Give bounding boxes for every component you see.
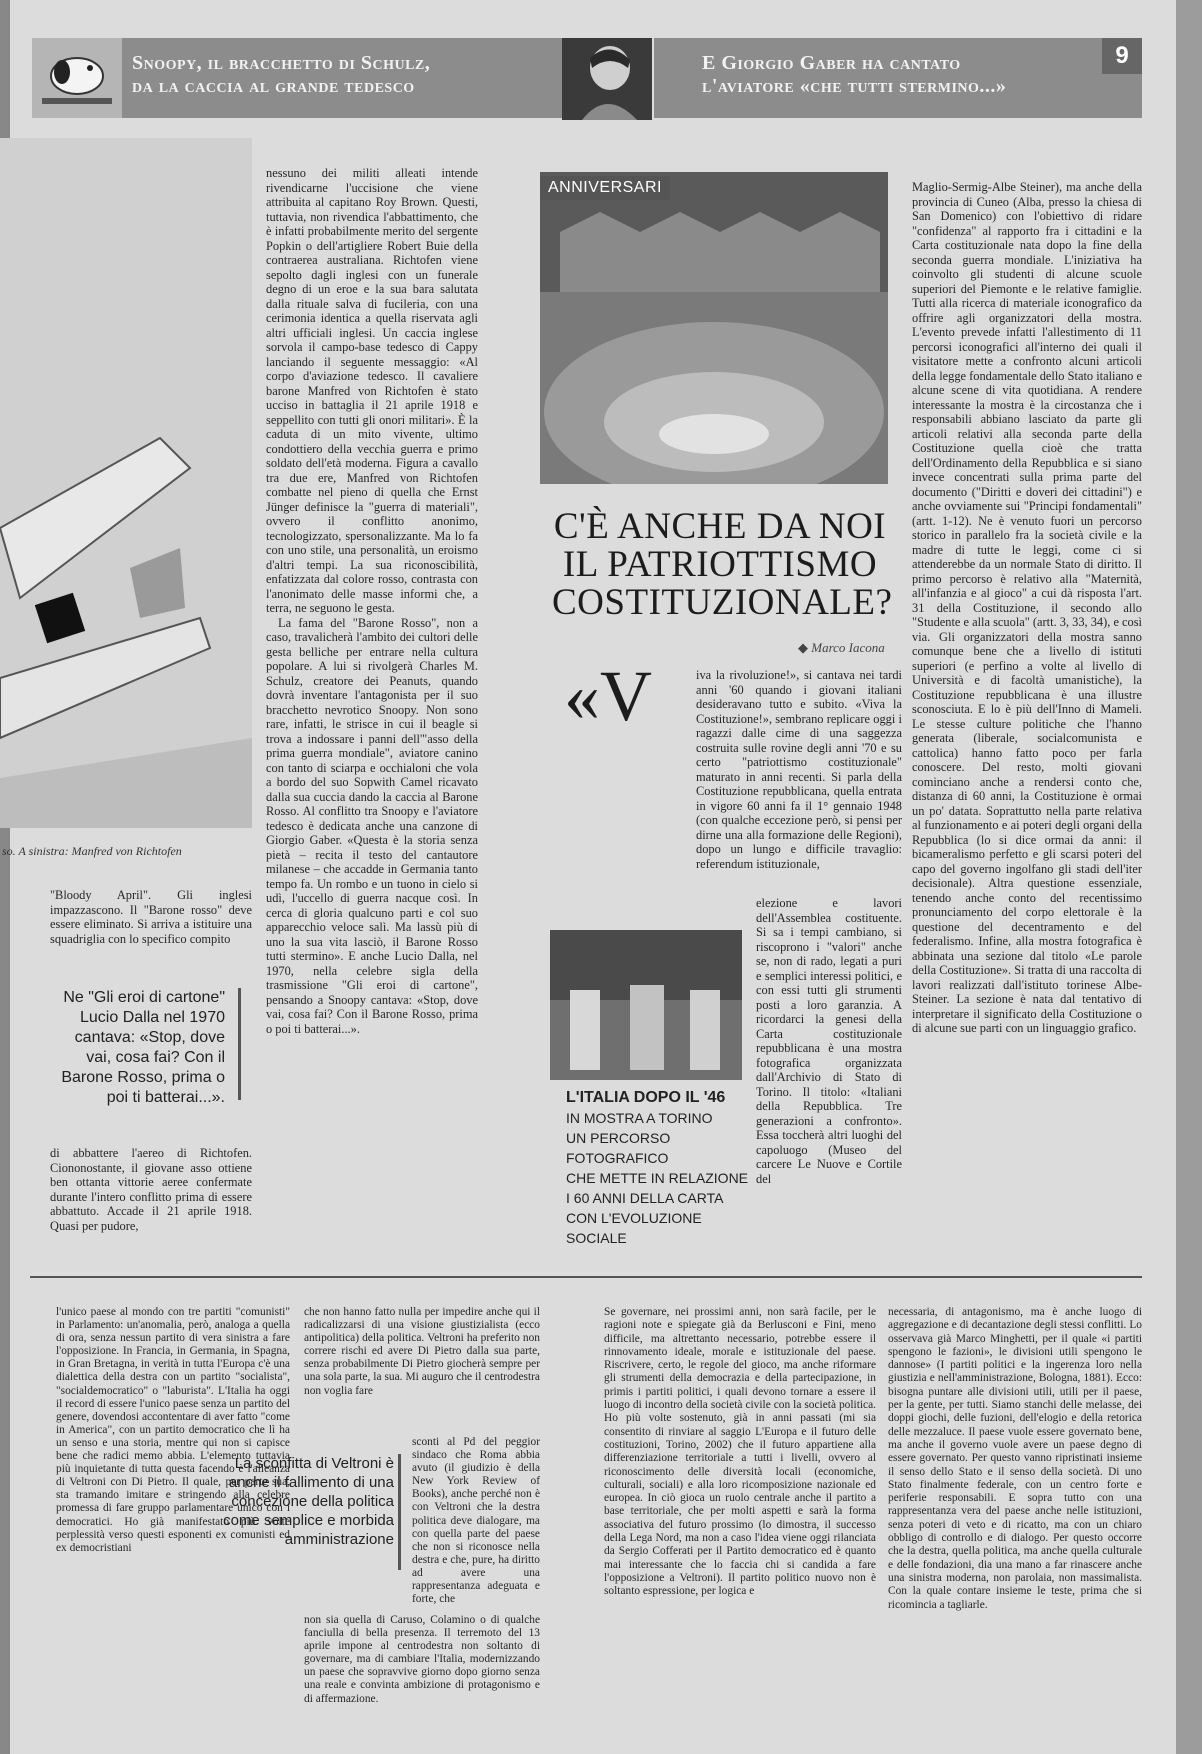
page-right-edge	[1176, 0, 1202, 1754]
lower-col-4: necessaria, di antagonismo, ma è anche luogo di aggregazione e di decantazione degli stessi conflitti. Lo osservava già Marco Minghetti, per il quale «i partiti spengono le fazioni», le divisioni utili spengono le dannose» (I partiti politici e la ingerenza loro nella giustizia e nell'amministrazione, Bologna, 1881). Ecco: bisogna puntare alle divisioni utili, utili per il paese, per la gente, per tutti. Siamo stanchi delle melasse, dei doppi giochi, delle fuzioni, dell'elogio e della retorica delle mezzaluce. Il paese vuole essere governato bene, ma anche il governo vuole avere un paese degno di essere governato. Per questo vanno ripristinati insieme il senso dello Stato e il senso della società. Di uno Stato finalmente federale, con un centro forte e periferie responsabili. E sopra tutto con una rappresentanza vera del paese anche nelle istituzioni, senza poteri di veto e di ricatto, ma con un chiaro obbligo di controllo e di dialogo. Per questo occorre che la destra, quella politica, ma anche quella culturale e delle fondazioni, dia una mano a far rinascere anche una sinistra moderna, non parolaia, non massimalista. Con la quale contare insieme le teste, prima che si ricomincia a tagliarle.	[888, 1306, 1142, 1611]
photo-caption: so. A sinistra: Manfred von Richtofen	[2, 844, 182, 858]
left-col-b: nessuno dei militi alleati intende rivendicarne l'uccisione che viene attribuita al capitano Roy Brown. Questi, tuttavia, non rivendica l'abbattimento, che è infatti probabilmente merito del sergente Popkin o dell'artigliere Robert Buie della contraerea australiana. Richtofen viene sepolto dagli inglesi con un funerale degno di un eroe e la sua bara salutata dalla rituale salva di fucileria, con una cerimonia identica a quella riservata agli altri ufficiali inglesi. Un caccia inglese sorvola il campo-base tedesco di Cappy lanciando il seguente messaggio: «Al corpo d'aviazione tedesco. Il cavaliere barone Manfred von Richtofen è stato ucciso in battaglia il 21 aprile 1918 e seppellito con tutti gli onori militari». È la caduta di un mito vivente, ultimo condottiero della vecchia guerra e primo soldato dell'età moderna. Figura a cavallo tra due ere, Manfred von Richtofen combatte nel pieno di quella che Ernst Jünger definisce la "guerra di materiali", ovvero il conflitto anonimo, tecnologizzato, spersonalizzante. Ma lo fa con uno stile, una personalità, un eroismo d'altri tempi. La sua riconoscibilità, enfatizzata dal colore rosso, contrasta con l'anonimato delle masse informi che, a terra, ne seguono le gesta. La fama del "Barone Rosso", non a caso, travalicherà l'ambito dei cultori delle gesta belliche per entrare nella cultura popolare. A lui si rivolgerà Charles M. Schulz, creatore dei Peanuts, quando dovrà inventare l'antagonista per il suo bracchetto nevrotico Snoopy. Non sono rare, infatti, le strisce in cui il beagle si trova a indossare i panni dell'"asso della prima guerra mondiale", aviatore canino con tanto di sciarpa e occhialoni che vola a bordo del suo Sopwith Camel ricavato dalla sua cuccia dando la caccia al Barone Rosso. Al conflitto tra Snoopy e l'aviatore tedesco è dedicata anche una canzone di Giorgio Gaber. «Questa è la storia senza pietà – recita il testo del cantautore milanese – che accadde in Germania tanto tempo fa. Un rombo e un tuono in cielo si udì, l'uccello di guerra nacque così. In cerca di gloria qualcuno parti e col suo apparecchio veloce salì. Ma lassù più di uno la sua vita lasciò, il Barone Rosso tutti stermino». E anche Lucio Dalla, nel 1970, nella celebre sigla della trasmissione "Gli eroi di cartone", pensando a Snoopy cantava: «Stop, dove vai, cosa fai? Con il Barone Rosso, prima o poi ti batterai...».	[266, 166, 478, 1036]
left-col-a-bottom: di abbattere l'aereo di Richtofen. Ciononostante, il giovane asso ottiene ben ottanta vittorie aeree confermate durante l'intero conflitto prima di essere abbattuto. Accade il 21 aprile 1918. Quasi per pudore,	[50, 1146, 252, 1233]
snoopy-illustration	[32, 38, 122, 118]
right-banner-headline: E Giorgio Gaber ha cantato l'aviatore «che tutti stermino...»	[702, 52, 1007, 97]
lower-col-2-bottom: non sia quella di Caruso, Colamino o di qualche fanciulla di bella presenza. Il terremoto del 13 aprile impone al centrodestra non soltanto di governare, ma di cambiare l'Italia, modernizzando un paese che sopravvive giorno dopo giorno senza una reale e convinta ambizione di protagonismo e di affermazione.	[304, 1614, 540, 1705]
section-divider	[30, 1276, 1142, 1278]
left-banner-headline: Snoopy, il bracchetto di Schulz, da la caccia al grande tedesco	[132, 52, 431, 97]
lower-col-1: l'unico paese al mondo con tre partiti "comunisti" in Parlamento: un'anomalia, però, analoga a quella di ora, senza nessun partito di vera sinistra a fare l'opposizione. In Francia, in Germania, in Spagna, in Gran Bretagna, in verità in tutta l'Europa c'è una dialettica della destra con un partito "socialista", "socialdemocratico" o "laburista". L'Italia ha oggi il record di essere l'unico paese senza un partito del genere, dovendosi accontentare di aver fatto "come in America", con un partito democratico che lì ha un senso e una storia, mentre qui non si capisce bene che radici memo abbia. L'elemento tuttavia più inquietante di tutta questa facendo è l'alleanza di Veltroni con Di Pietro. Il quale, per parte sua, sta tramando imitare e stringendo alla celebre promessa di fare gruppo parlamentare unico con i democratici. Ho già manifestato più volte perplessità verso questi esponenti ex comunisti ed ex democristiani	[56, 1306, 290, 1554]
lower-col-3: Se governare, nei prossimi anni, non sarà facile, per le ragioni note e spiegate già da Berlusconi e Fini, meno difficile, ma altrettanto necessario, potrebbe essere il rinnovamento ideale, morale e istituzionale del paese. Riscrivere, certo, le regole del gioco, ma anche riformare gli strumenti della democrazia e della partecipazione, in primis i partiti politici, i quali devono tornare a essere il luogo di incontro della società civile con la società politica. Ho più volte sostenuto, già in anni passati (mi sia consentito di rinviare al saggio L'Europa e il futuro delle costituzioni, Torino, 2002) che il futuro appartiene alla differenziazione territoriale a tutti i livelli, ovvero al riconoscimento delle diversità locali (economiche, culturali, sociali) e alla loro ricomposizione nazionale ed europea. In ciò gioca un ruolo centrale anche il partito a base territoriale, che per molti aspetti e sarà la forma associativa del futuro prossimo (lo dimostra, il successo della Lega Nord, ma non a caso l'idea viene oggi rilanciata da Sergio Cofferati per il Partito democratico ed è quanto mai interessante che lo faccia chi si candida a fare l'opposizione a Veltroni). Il partito politico nuovo non è soltanto espressione, per logica e	[604, 1306, 876, 1598]
main-col-c-top: iva la rivoluzione!», si cantava nei tardi anni '60 quando i giovani italiani desideravano tutto e subito. «Viva la Costituzione!», sembrano replicare oggi i ragazzi dalle cime di una saggezza costruita sulle rovine degli anni '70 e su certo "patriottismo costituzionale" maturato in anni recenti. Si parla della Costituzione repubblicana, quella entrata in vigore 60 anni fa il 1° gennaio 1948 (con qualche eccezione però, si pensi per dirne una alla formazione delle Regioni), dopo un lungo e difficile travaglio: referendum istituzionale,	[696, 668, 902, 871]
gaber-portrait	[562, 38, 654, 120]
main-col-c-bottom: elezione e lavori dell'Assemblea costituente. Si sa i tempi cambiano, si riscoprono i "valori" anche se, non di rado, legati a puri e semplici interessi politici, e con essi tutti gli strumenti posti a loro garanzia. A ricordarci la genesi della Carta costituzionale repubblicana è una mostra fotografica organizzata dall'Archivio di Stato di Torino. Il titolo: «Italiani della Repubblica. Tre generazioni a confronto». Essa toccherà altri luoghi del capoluogo (Museo del carcere Le Nuove e Cortile del	[756, 896, 902, 1186]
left-pull-quote: Ne "Gli eroi di cartone" Lucio Dalla nel 1970 cantava: «Stop, dove vai, cosa fai? Con il Barone Rosso, prima o poi ti batterai...».	[61, 989, 225, 1106]
lower-pull-quote: La sconfitta di Veltroni è anche il fallimento di una concezione della politica come semplice e morbida amministrazione	[223, 1455, 394, 1548]
main-headline: C'È ANCHE DA NOI IL PATRIOTTISMO COSTITUZIONALE?	[552, 506, 893, 623]
inset-box: L'ITALIA DOPO IL '46 IN MOSTRA A TORINO UN PERCORSO FOTOGRAFICO CHE METTE IN RELAZIONE I 60 ANNI DELLA CARTA CON L'EVOLUZIONE SOCIALE	[566, 1089, 749, 1246]
drop-cap: «V	[564, 656, 652, 736]
pull-quote-rule	[238, 988, 241, 1100]
section-tag: ANNIVERSARI	[540, 176, 670, 200]
lower-col-2-mid: sconti al Pd del peggior sindaco che Roma abbia avuto (il giudizio è della New York Review of Books), anche perché non è con Veltroni che la destra politica deve dialogare, ma con quella parte del paese che non si riconosce nella destra e che, pure, ha diritto ad avere una rappresentanza adeguata e forte, che	[412, 1436, 540, 1606]
biplane-photo	[0, 138, 252, 828]
lower-col-2-top: che non hanno fatto nulla per impedire anche qui il radicalizzarsi di una visione giustizialista (ecco antipolitica) della politica. Veltroni ha preferito non correre rischi ed avere Di Pietro dalla sua parte, senza probabilmente Di Pietro giocherà sempre per una sola parte, la sua. Mi auguro che il centrodestra non voglia fare	[304, 1306, 540, 1397]
main-col-d: Maglio-Sermig-Albe Steiner), ma anche della provincia di Cuneo (Alba, presso la chiesa di San Domenico) con l'obiettivo di ridare "confidenza" al rapporto fra i cittadini e la Carta costituzionale nata dopo la fine della seconda guerra mondiale. L'iniziativa ha coinvolto gli studenti di alcune scuole superiori del Piemonte e le relative famiglie. Tutti alla ricerca di materiale iconografico da offrire agli organizzatori della mostra. L'evento prevede infatti l'allestimento di 11 percorsi iconografici all'interno dei quali il visitatore mette a confronto alcuni articoli della legge fondamentale dello Stato italiano e alcune scene di vita quotidiana. A rendere interessante la mostra è la circostanza che i responsabili abbiano lasciato da parte gli articoli relativi alla seconda parte della Costituzione quella cioè che tratta dell'Ordinamento della Repubblica e si siano invece concentrati sulla prima parte del documento ("Diritti e doveri dei cittadini") e anche ovviamente sui "Principi fondamentali" (artt. 1-12). Ne è venuto fuori un percorso storico in parallelo fra la società civile e la madre di tutte le leggi, come ci si attenderebbe da un normale Stato di diritto. Il primo percorso è relativo alla "Maternità, all'infanzia e al gioco" a cui dà risposta l'art. 31 della Costituzione, il secondo allo "Studente e alla scuola" (artt. 3, 33, 34), e così via. Gli organizzatori della mostra sanno comunque bene che a livello di istituti superiori (e perfino a volte al livello di Università e di facoltà umanistiche), la Costituzione repubblicana è una illustre sconosciuta. E lo è più dell'Inno di Mameli. Le stesse culture politiche che l'hanno generata (liberale, socialcomunista e cattolica) hanno fatto poco per farla conoscere. Del resto, molti giovani cominciano anche a rendersi conto che, distanza di 60 anni, la Costituzione è ormai un po' datata. Soprattutto nella parte relativa al funzionamento e ai poteri degli organi della Repubblica (lo si dice ormai da anni: il bicameralismo perfetto e gli scarsi poteri del capo del governo ingolfano gli stadi dell'iter decisionale). Altra questione essenziale, tenendo anche conto del recentissimo pronunciamento del corpo elettorale è la questione del decentramento e del federalismo. Infine, alla mostra fotografica è abbinata una sezione dal titolo «Le parole della Costituzione». Si tratta di una raccolta di lavori realizzati dall'istituto torinese Albe-Steiner. La sezione è nata dal tentativo di interpretare il significato della Costituzione o di alcune sue parti con un linguaggio grafico.	[912, 180, 1142, 1035]
lower-pull-quote-rule	[398, 1454, 401, 1570]
byline: ◆ Marco Iacona	[798, 640, 885, 655]
page-banner	[32, 38, 1142, 118]
parliament-photo	[540, 172, 888, 484]
archive-photo	[550, 930, 742, 1080]
left-col-a-top: "Bloody April". Gli inglesi impazzascono. Il "Barone rosso" deve essere eliminato. Si arriva a istituire una squadriglia con lo specifico compito	[50, 888, 252, 946]
page-number: 9	[1102, 38, 1142, 74]
